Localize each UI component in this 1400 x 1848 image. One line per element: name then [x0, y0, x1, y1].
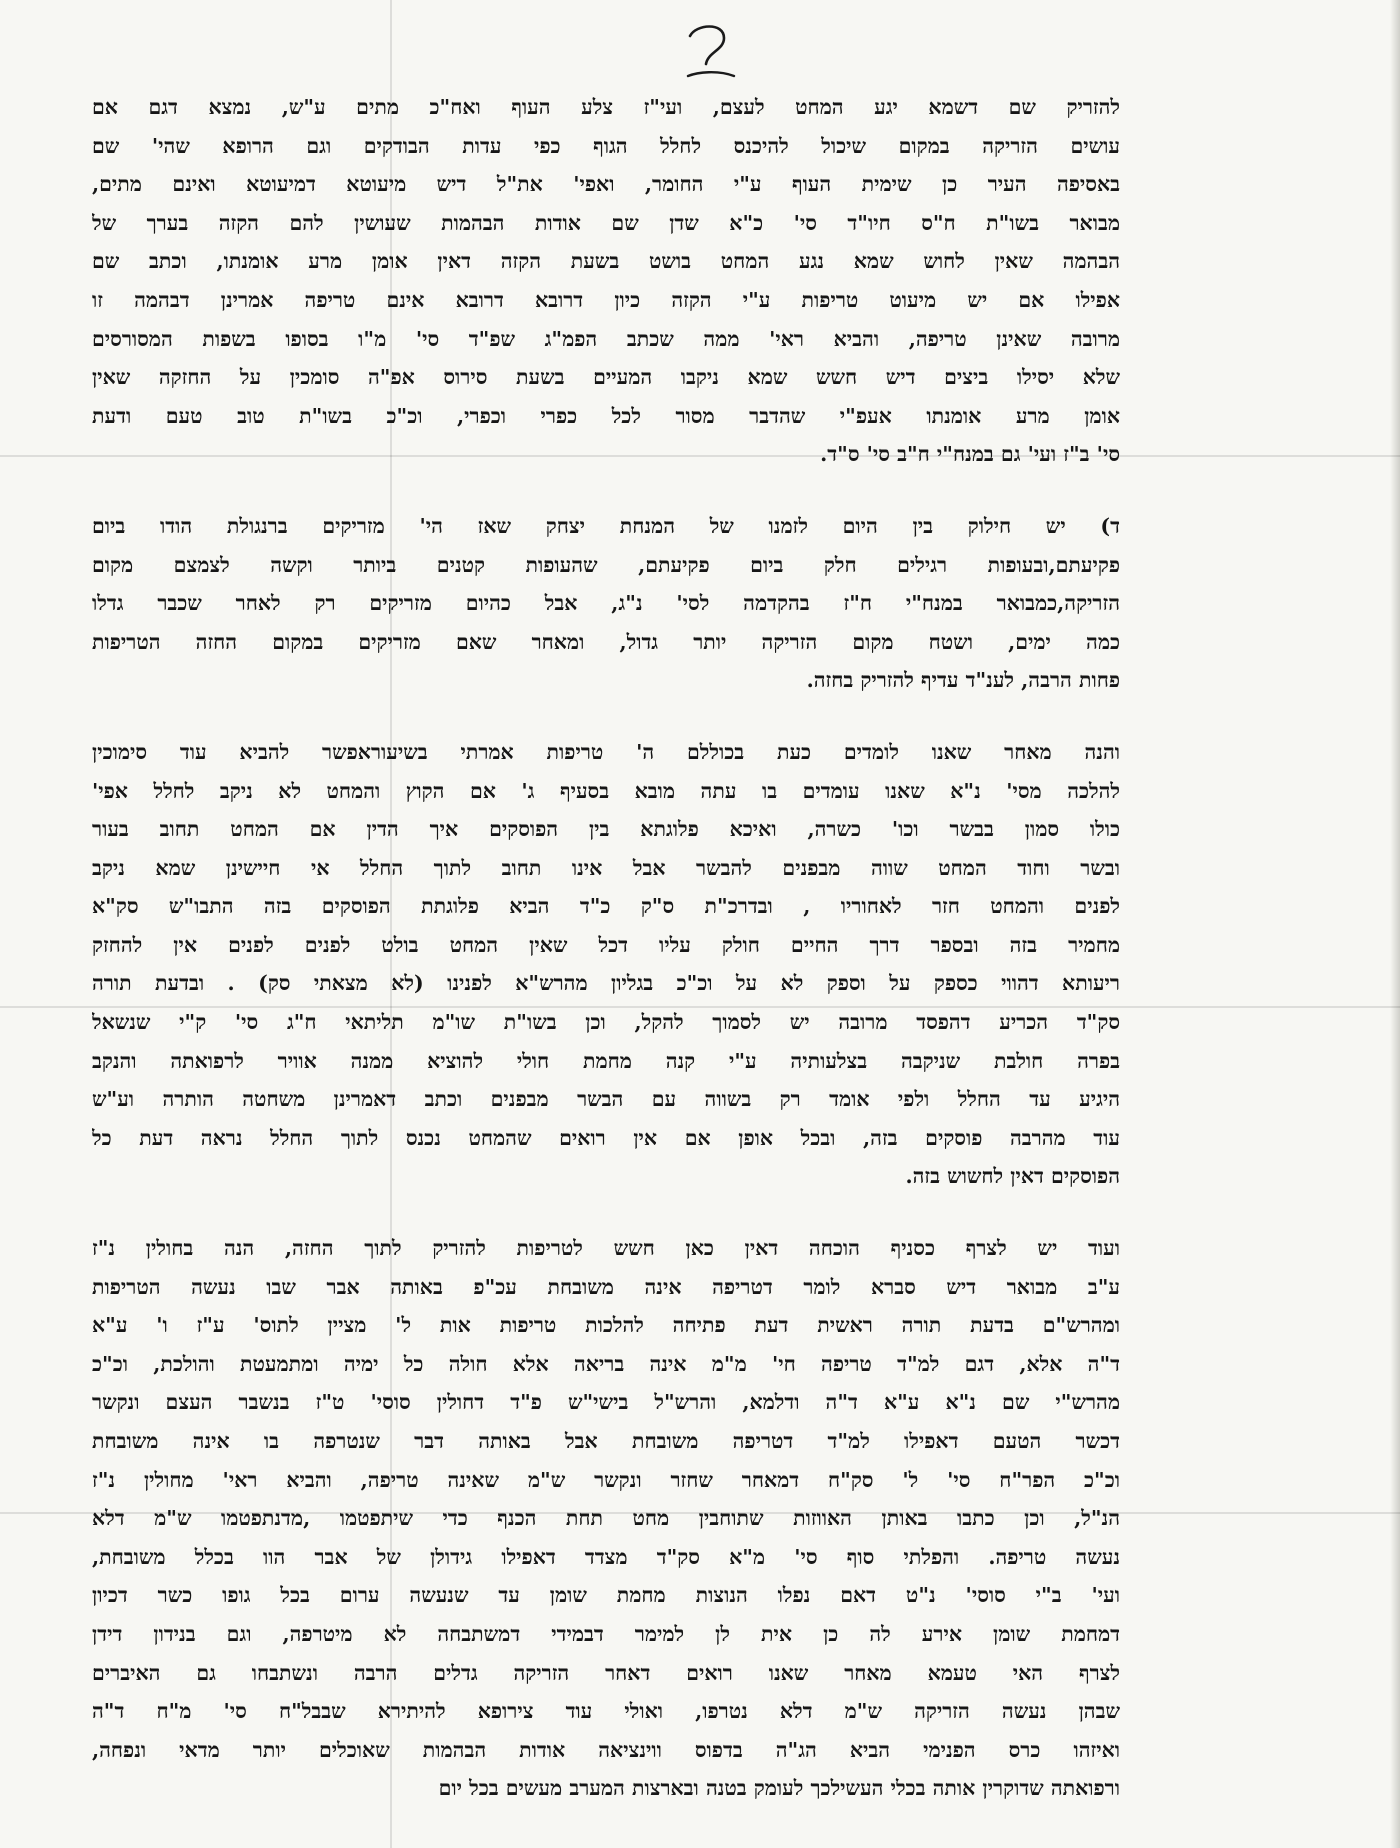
text-line: ומהרש"ם בדעת תורה ראשית דעת פתיחה להלכות טריפות אות ל' מציין לתוס' ע"ז ו' ע"א — [92, 1313, 1120, 1338]
text-line: ועוד יש לצרף כסניף הוכחה דאין כאן חשש לטריפות להזריק לתוך החזה, הנה בחולין נ"ז — [92, 1236, 1120, 1261]
text-line: לפנים והמחט חזר לאחוריו , ובדרכ"ת ס"ק כ"ד הביא פלוגתת הפוסקים בזה התבו"ש סק"א — [92, 894, 1120, 919]
text-line: שלא יסילו ביצים דיש חשש שמא ניקבו המעיים בשעת סירוס אפ"ה סומכין על החזקה שאין — [92, 365, 1120, 390]
text-line: עושים הזריקה במקום שיכול להיכנס לחלל הגוף כפי עדות הבודקים וגם הרופא שהי' שם — [92, 133, 1120, 158]
paragraph — [92, 1229, 1120, 1808]
text-line: ורפואתה שדוקרין אותה בכלי העשילכך לעומק בטנה ובארצות המערב מעשים בכל יום — [438, 1776, 1120, 1801]
text-line: להלכה מסי' נ"א שאנו עומדים בו עתה מובא בסעיף ג' אם הקוץ והמחט לא ניקב לחלל אפי' — [92, 778, 1120, 803]
text-line: הנ"ל, וכן כתבו באותן האווזות שתוחבין מחט תחת הכנף כדי שיתפטמו ,מדנתפטמו ש"מ דלא — [92, 1506, 1120, 1531]
text-line: מבואר בשו"ת ח"ס חיו"ד סי' כ"א שדן שם אודות הבהמות שעושין להם הקזה בערך של — [92, 210, 1120, 235]
text-line: שבהן נעשה הזריקה ש"מ דלא נטרפו, ואולי עוד צירופא להיתירא שבבל"ח סי' מ"ח ד"ה — [92, 1699, 1120, 1724]
text-line: ד) יש חילוק בין היום לזמנו של המנחת יצחק שאז הי' מזריקים ברנגולת הודו ביום — [92, 513, 1120, 538]
text-line: להזריק שם דשמא יגע המחט לעצם, ועי"ז צלע העוף ואח"כ מתים ע"ש, נמצא דגם אם — [92, 95, 1120, 119]
text-line: דכשר הטעם דאפילו למ"ד דטריפה משובחת אבל באותה דבר שנטרפה בו אינה משובחת — [92, 1429, 1120, 1453]
text-line: ריעותא דהווי כספק על וספק לא על וכ"כ בגליון מהרש"א לפנינו (לא מצאתי סק) . ובדעת תורה — [92, 971, 1120, 996]
text-line: הזריקה,כמבואר במנח"י ח"ז בהקדמה לסי' נ"ג, אבל כהיום מזריקים רק לאחר שכבר גדלו — [92, 591, 1120, 616]
text-line: אפילו אם יש מיעוט טריפות ע"י הקזה כיון דרובא דרובא אינם טריפה אמרינן דבהמה זו — [92, 287, 1120, 312]
text-line: אומן מרע אומנתו אעפ"י שהדבר מסור לכל כפרי וכפרי, וכ"כ בשו"ת טוב טעם ודעת — [92, 403, 1120, 428]
page-edge-shadow — [1390, 0, 1400, 1848]
text-line: עוד מהרבה פוסקים בזה, ובכל אופן אם אין רואים שהמחט נכנס לתוך החלל נראה דעת כל — [92, 1125, 1120, 1150]
text-line: וכ"כ הפר"ח סי' ל' סק"ח דמאחר שחזר ונקשר ש"מ שאינה טריפה, והביא ראי' מחולין נ"ז — [92, 1467, 1120, 1492]
text-line: הפוסקים דאין לחשוש בזה. — [905, 1164, 1120, 1189]
text-line: כמה ימים, ושטח מקום הזריקה יותר גדול, ומאחר שאם מזריקים במקום החזה הטריפות — [92, 629, 1120, 654]
text-line: לצרף האי טעמא מאחר שאנו רואים דאחר הזריקה גדלים הרבה ונשתבחו גם האיברים — [92, 1660, 1120, 1685]
paragraph — [92, 733, 1120, 1196]
text-line: נעשה טריפה. והפלתי סוף סי' מ"א סק"ד מצדד דאפילו גידולן של אבר הוו בכלל משובחת, — [92, 1544, 1120, 1569]
handwritten-question-mark — [678, 20, 738, 84]
text-line: ד"ה אלא, דגם למ"ד טריפה חי' מ"מ אינה בריאה אלא חולה כל ימיה ומתמעטת והולכת, וכ"כ — [92, 1351, 1120, 1376]
text-line: מהרש"י שם נ"א ע"א ד"ה ודלמא, והרש"ל בישי"ש פ"ד דחולין סוסי' ט"ז בנשבר העצם ונקשר — [92, 1390, 1120, 1415]
text-line: והנה מאחר שאנו לומדים כעת בכוללם ה' טריפות אמרתי בשיעוראפשר להביא עוד סימוכין — [92, 739, 1120, 764]
text-line: מחמיר בזה ובספר דרך החיים חולק עליו דכל שאין המחט בולט לפנים לפנים אין להחזק — [92, 932, 1120, 957]
text-line: פקיעתם,ובעופות רגילים חלק ביום פקיעתם, שהעופות קטנים ביותר וקשה לצמצם מקום — [92, 552, 1120, 577]
text-line: ובשר וחוד המחט שווה מבפנים להבשר אבל אינו תחוב לתוך החלל אי חיישינן שמא ניקב — [92, 855, 1120, 880]
text-line: דמחמת שומן אירע לה כן אית לן למימר דבמידי דמשתבחה לא מיטרפה, וגם בנידון דידן — [92, 1621, 1120, 1646]
document-body — [92, 88, 1120, 1808]
paragraph — [92, 88, 1120, 474]
text-line: ועי' ב"י סוסי' נ"ט דאם נפלו הנוצות מחמת שומן עד שנעשה ערום בכל גופו כשר דכיון — [92, 1583, 1120, 1608]
text-line: כולו סמון בבשר וכו' כשרה, ואיכא פלוגתא בין הפוסקים איך הדין אם המחט תחוב בעור — [92, 817, 1120, 842]
text-line: באסיפה העיר כן שימית העוף ע"י החומר, ואפי' את"ל דיש מיעוטא דמיעוטא ואינם מתים, — [92, 172, 1120, 197]
text-line: סי' ב"ז ועי' גם במנח"י ח"ב סי' ס"ד. — [820, 442, 1120, 467]
text-line: ע"ב מבואר דיש סברא לומר דטריפה אינה משובחת עכ"פ באותה אבר שבו נעשה הטריפות — [92, 1274, 1120, 1299]
text-line: הבהמה שאין לחוש שמא נגע המחט בושט בשעת הקזה דאין אומן מרע אומנתו, וכתב שם — [92, 249, 1120, 274]
paragraph — [92, 507, 1120, 700]
text-line: פחות הרבה, לענ"ד עדיף להזריק בחזה. — [806, 668, 1120, 693]
text-line: ואיזהו כרס הפנימי הביא הג"ה בדפוס ווינציאה אודות הבהמות שאוכלים יותר מדאי ונפחה, — [92, 1737, 1120, 1762]
text-line: היגיע עד החלל ולפי אומד רק בשווה עם הבשר מבפנים וכתב דאמרינן משחטה הותרה וע"ש — [92, 1087, 1120, 1112]
text-line: מרובה שאינן טריפה, והביא ראי' ממה שכתב הפמ"ג שפ"ד סי' מ"ו בסופו בשפות המסורסים — [92, 326, 1120, 351]
text-line: בפרה חולבת שניקבה בצלעותיה ע"י קנה מחמת חולי להוציא ממנה אוויר לרפואתה והנקב — [92, 1048, 1120, 1073]
text-line: סק"ד הכריע דהפסד מרובה יש לסמוך להקל, וכן בשו"ת שו"מ תליתאי ח"ג סי' ק"י שנשאל — [92, 1010, 1120, 1035]
